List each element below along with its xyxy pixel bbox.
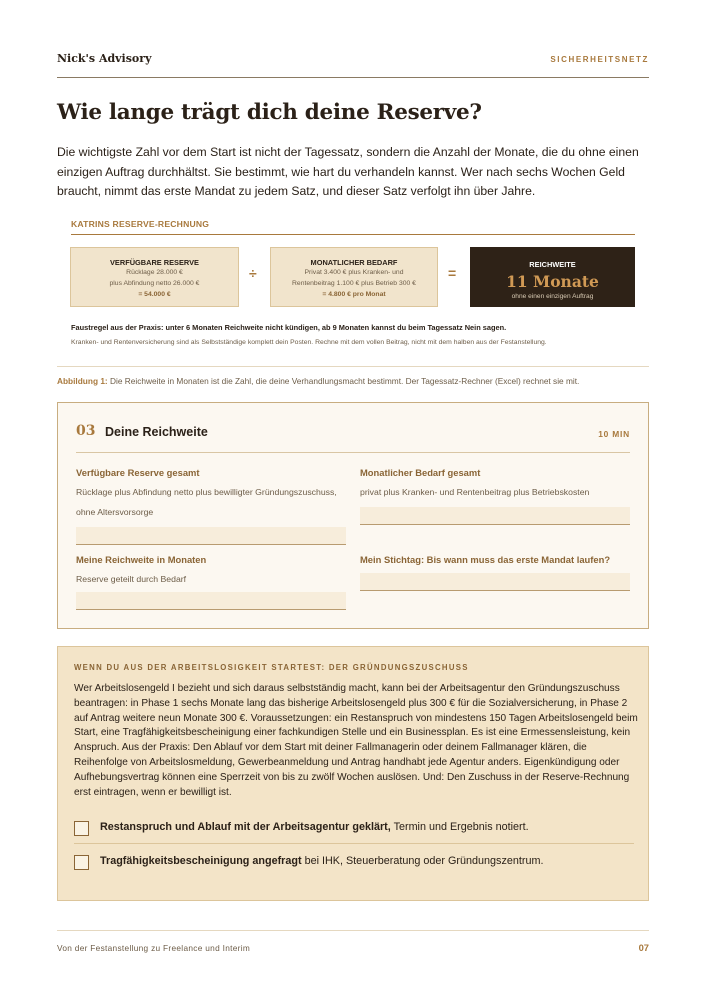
section-label: SICHERHEITSNETZ	[550, 55, 649, 64]
field-label: Monatlicher Bedarf gesamt	[360, 467, 481, 478]
worksheet-title: Deine Reichweite	[105, 425, 208, 439]
need-line-2: Rentenbeitrag 1.100 € plus Betrieb 300 €	[292, 280, 416, 287]
checklist-text: Tragfähigkeitsbescheinigung angefragt bei IHK, Steuerberatung oder Gründungszentrum.	[100, 855, 544, 867]
field-deadline	[360, 554, 630, 565]
checklist-text: Restanspruch und Ablauf mit der Arbeitsagentur geklärt, Termin und Ergebnis notiert.	[100, 821, 529, 833]
result-value: 11 Monate	[506, 272, 599, 291]
need-input[interactable]	[360, 507, 630, 525]
checklist-item[interactable]	[74, 819, 634, 849]
result-box	[470, 247, 635, 307]
footer-text: Von der Festanstellung zu Freelance und Interim	[57, 943, 251, 953]
info-heading: WENN DU AUS DER ARBEITSLOSIGKEIT STARTEST: DER GRÜNDUNGSZUSCHUSS	[74, 663, 469, 672]
field-reserve	[76, 467, 346, 522]
reserve-line-2: plus Abfindung netto 26.000 €	[109, 280, 200, 287]
page-number: 07	[638, 942, 649, 953]
deadline-input[interactable]	[360, 573, 630, 591]
reserve-label: VERFÜGBARE RESERVE	[110, 258, 199, 267]
worksheet	[57, 402, 649, 629]
page-header	[57, 52, 649, 78]
field-need	[360, 467, 630, 503]
result-note: ohne einen einzigen Auftrag	[511, 293, 594, 300]
reserve-total: = 54.000 €	[138, 291, 171, 298]
field-label: Meine Reichweite in Monaten	[76, 554, 207, 565]
checklist-divider	[74, 843, 634, 844]
info-body: Wer Arbeitslosengeld I bezieht und sich daraus selbstständig macht, kann bei der Arbeitsagentur den Gründungszuschuss beantragen: in Phase 1 sechs Monate lang das bisherige Arbeitslosengeld plus 300 € für die Sozialversicherung, in Phase 2 auf Antrag weitere neun Monate 300 €. Voraussetzungen: ein Restanspruch von mindestens 150 Tagen Arbeitslosengeld beim Start, eine Tragfähigkeitsbescheinigung einer fachkundigen Stelle und ein Businessplan. Es ist eine Ermessensleistung, kein Anspruch. Aus der Praxis: Den Ablauf vor dem Start mit deiner Fallmanagerin oder deinem Fallmanager klären, die Reihenfolge von Arbeitslosmeldung, Gewerbeanmeldung und Antrag handhabt jede Agentur anders. Eigenkündigung oder Aufhebungsvertrag können eine Sperrzeit von bis zu zwölf Wochen auslösen. Und: Den Zuschuss in der Reserve-Rechnung erst eintragen, wenn er bewilligt ist.	[74, 683, 638, 798]
checklist-item[interactable]	[74, 853, 634, 883]
field-range	[76, 554, 346, 590]
need-label: MONATLICHER BEDARF	[310, 258, 398, 267]
need-total: = 4.800 € pro Monat	[322, 291, 386, 298]
checkbox[interactable]	[74, 821, 89, 836]
field-hint: Reserve geteilt durch Bedarf	[76, 574, 187, 584]
figure-caption	[57, 366, 649, 386]
calculation-title: KATRINS RESERVE-RECHNUNG	[71, 219, 635, 235]
result-label: REICHWEITE	[529, 260, 576, 269]
worksheet-header	[76, 423, 630, 453]
reserve-box	[70, 247, 239, 307]
info-box	[57, 646, 649, 901]
page-footer	[57, 930, 649, 954]
range-input[interactable]	[76, 592, 346, 610]
figure-label: Abbildung 1:	[57, 376, 108, 386]
need-box	[270, 247, 438, 307]
worksheet-time: 10 MIN	[598, 429, 630, 439]
equals-symbol: =	[448, 265, 457, 281]
field-hint: privat plus Kranken- und Rentenbeitrag plus Betriebskosten	[360, 487, 590, 497]
intro-paragraph: Die wichtigste Zahl vor dem Start ist nicht der Tagessatz, sondern die Anzahl der Monate, die du ohne einen einzigen Auftrag durchhältst. Sie bestimmt, wie hart du verhandeln kannst. Wer nach sechs Wochen Geld braucht, nimmt das erste Mandat zu jedem Satz, und dieser Satz verfolgt ihn über Jahre.	[57, 145, 639, 198]
divide-symbol: ÷	[249, 265, 257, 281]
checkbox[interactable]	[74, 855, 89, 870]
reserve-line-1: Rücklage 28.000 €	[126, 269, 183, 276]
worksheet-number: 03	[76, 423, 96, 439]
rule-of-thumb: Faustregel aus der Praxis: unter 6 Monaten Reichweite nicht kündigen, ab 9 Monaten kannst du beim Tagessatz Nein sagen.	[71, 323, 507, 332]
field-hint: Rücklage plus Abfindung netto plus bewilligter Gründungszuschuss, ohne Altersvorsorge	[76, 487, 337, 517]
need-line-1: Privat 3.400 € plus Kranken- und	[304, 269, 404, 276]
field-label: Mein Stichtag: Bis wann muss das erste Mandat laufen?	[360, 554, 611, 565]
field-label: Verfügbare Reserve gesamt	[76, 467, 200, 478]
page-title: Wie lange trägt dich deine Reserve?	[57, 100, 482, 125]
rule-note: Kranken- und Rentenversicherung sind als Selbstständige komplett dein Posten. Rechne mit dem vollen Beitrag, nicht mit dem halben aus der Festanstellung.	[71, 339, 547, 346]
brand-name: Nick's Advisory	[57, 52, 152, 65]
figure-caption-text: Die Reichweite in Monaten ist die Zahl, die deine Verhandlungsmacht bestimmt. Der Tagessatz-Rechner (Excel) rechnet sie mit.	[110, 376, 580, 386]
reserve-input[interactable]	[76, 527, 346, 545]
